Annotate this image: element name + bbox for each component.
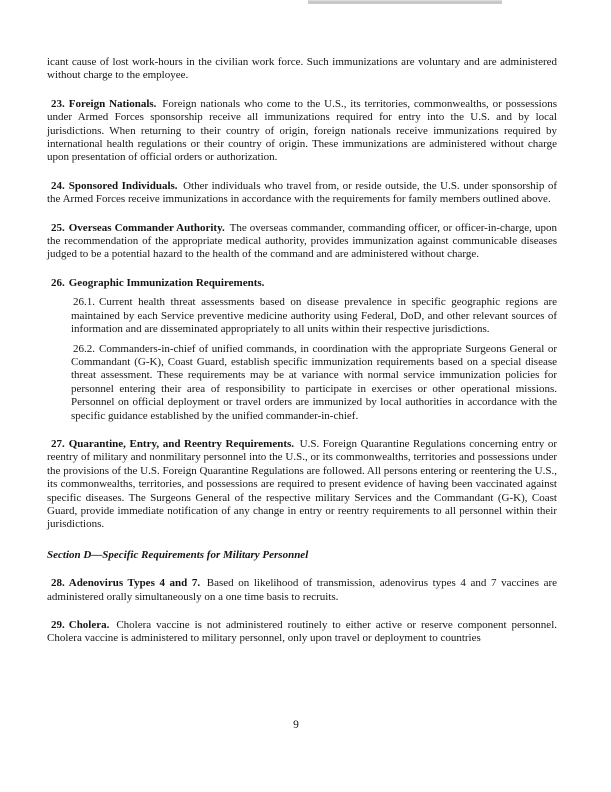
paragraph-body: Foreign nationals who come to the U.S., its territories, commonwealths, or possessions under Armed Forces sponsorship receive all immunizations required for entry into the U.S. and by local jurisdictions. When returning to their country of origin, foreign nationals receive immunizations required by international health regulations or their country of origin. These immunizations are administered without charge upon presentation of official orders or authorization.	[47, 97, 557, 164]
paragraph-body: Cholera vaccine is not administered routinely to either active or reserve component personnel. Cholera vaccine is administered to military personnel, only upon travel or deployment to countries	[47, 619, 557, 645]
subparagraph-number: 26.2.	[73, 342, 95, 355]
paragraph-number: 26.	[51, 276, 65, 289]
paragraph-body: Other individuals who travel from, or reside outside, the U.S. under sponsorship of the Armed Forces receive immunizations in accordance with the requirements for family members outlined above.	[47, 179, 557, 206]
paragraph-body: U.S. Foreign Quarantine Regulations concerning entry or reentry of military and nonmilitary personnel into the U.S., or its commonwealths, territories and possessions under the provisions of the U.S. Foreign Quarantine Regulations are followed. All persons entering or reentering the U.S., its commonwealths, territories, and possessions are required to present evidence of having been vaccinated against specific diseases. The Surgeons General of the respective military Services and the Commandant (G-K), Coast Guard, provide immediate notification of any change in entry or reentry requirements to all personnel within their jurisdictions.	[47, 437, 557, 531]
paragraph-title: Geographic Immunization Requirements.	[68, 276, 265, 289]
paragraph-number: 27.	[51, 437, 65, 450]
subparagraph-body: Current health threat assessments based on disease prevalence in specific geographic regions are maintained by each Service preventive medicine authority using Federal, DoD, and other relevant sources of information and are disseminated appropriately to all units within their respective jurisdictions.	[71, 296, 557, 336]
page-number: 9	[293, 719, 299, 731]
paragraph-title: Overseas Commander Authority.	[68, 221, 225, 234]
paragraph-title: Foreign Nationals.	[68, 97, 157, 110]
paragraph-27-quarantine-entry-reentry	[47, 438, 557, 532]
page-content	[47, 56, 557, 646]
subparagraph-26-2	[71, 343, 557, 423]
paragraph-number: 25.	[51, 221, 65, 234]
paragraph-23-foreign-nationals	[47, 98, 557, 165]
subparagraph-26-1	[71, 296, 557, 336]
subparagraph-body: Commanders-in-chief of unified commands, in coordination with the appropriate Surgeons General or Commandant (G-K), Coast Guard, establish specific immunization requirements based on a special disease threat assessment. These requirements may be at variance with normal service immunization policies for personnel entering their area of responsibility to participate in exercises or other operational missions. Personnel on official deployment or travel orders are immunized by local authorities in accordance with the specific guidance established by the unified commander-in-chief.	[71, 342, 557, 422]
subparagraph-number: 26.1.	[73, 296, 95, 309]
paragraph-title: Sponsored Individuals.	[68, 179, 178, 192]
paragraph-25-overseas-commander-authority	[47, 222, 557, 262]
paragraph-title: Cholera.	[68, 619, 110, 631]
section-d-heading: Section D—Specific Requirements for Military Personnel	[47, 548, 309, 561]
scanner-edge-artifact	[308, 0, 502, 4]
paragraph-number: 23.	[51, 97, 65, 110]
paragraph-title: Adenovirus Types 4 and 7.	[68, 577, 201, 590]
paragraph-number: 29.	[51, 619, 65, 631]
paragraph-28-adenovirus	[47, 577, 557, 604]
paragraph-continuation: icant cause of lost work-hours in the civilian work force. Such immunizations are voluntary and are administered without charge to the employee.	[47, 56, 557, 82]
paragraph-number: 24.	[51, 179, 65, 192]
paragraph-24-sponsored-individuals	[47, 180, 557, 207]
paragraph-29-cholera	[47, 619, 557, 646]
paragraph-number: 28.	[51, 577, 65, 590]
paragraph-body: The overseas commander, commanding officer, or officer-in-charge, upon the recommendation of the appropriate medical authority, provides immunization against communicable diseases judged to be a potential hazard to the health of the command and are administered without charge.	[47, 221, 557, 261]
paragraph-body: Based on likelihood of transmission, adenovirus types 4 and 7 vaccines are administered orally simultaneously on a one time basis to recruits.	[47, 577, 557, 603]
paragraph-title: Quarantine, Entry, and Reentry Requirements.	[68, 437, 295, 450]
paragraph-26-geographic-immunization-heading	[47, 277, 557, 290]
